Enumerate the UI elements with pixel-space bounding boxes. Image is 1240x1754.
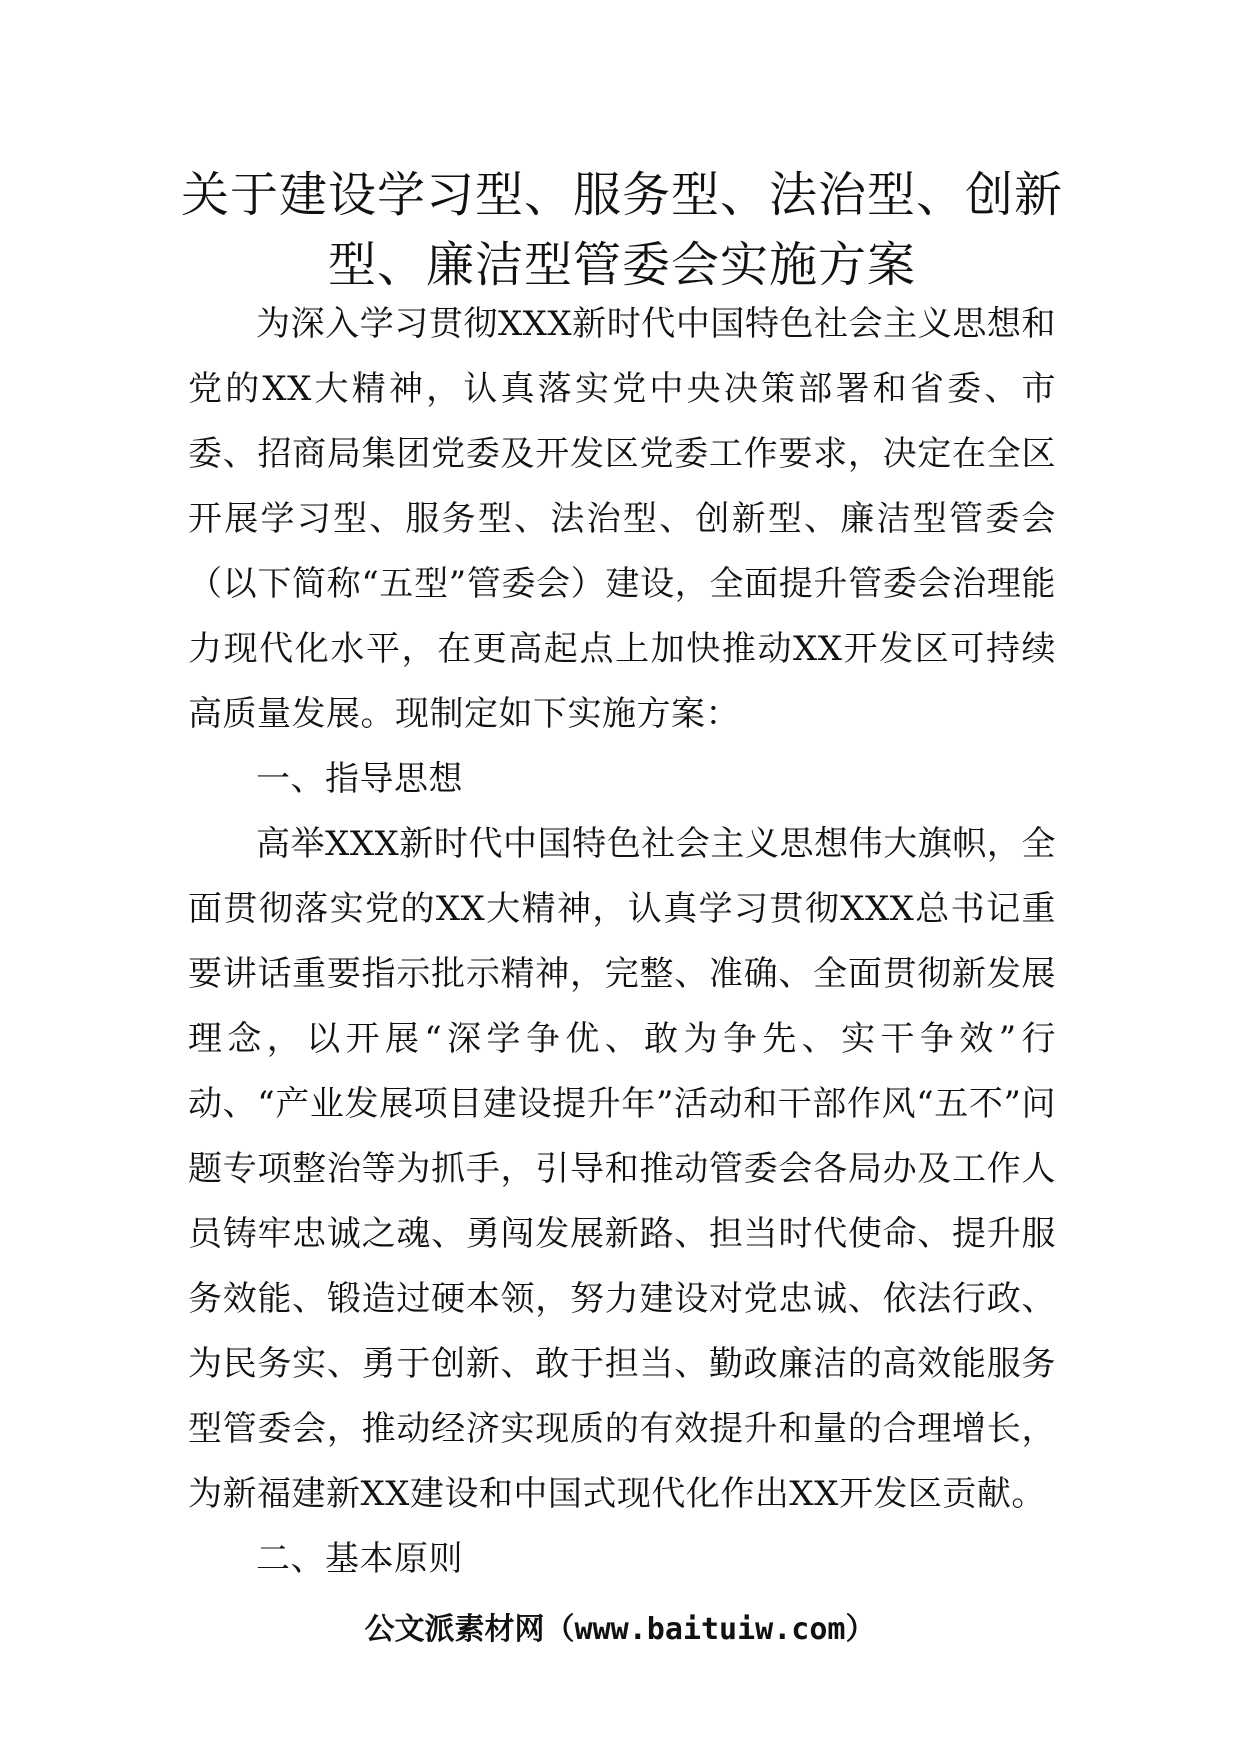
guiding-ideology-paragraph: 高举XXX新时代中国特色社会主义思想伟大旗帜，全面贯彻落实党的XX大精神，认真学习贯彻XXX总书记重要讲话重要指示批示精神，完整、准确、全面贯彻新发展理念，以开展“深学争优、敢为争先、实干争效”行动、“产业发展项目建设提升年”活动和干部作风“五不”问题专项整治等为抓手，引导和推动管委会各局办及工作人员铸牢忠诚之魂、勇闯发展新路、担当时代使命、提升服务效能、锻造过硬本领，努力建设对党忠诚、依法行政、为民务实、勇于创新、敢于担当、勤政廉洁的高效能服务型管委会，推动经济实现质的有效提升和量的合理增长，为新福建新XX建设和中国式现代化作出XX开发区贡献。 xyxy=(188,824,1056,1514)
document-page xyxy=(180,0,1063,1754)
footer-watermark: 公文派素材网（www.baituiw.com） xyxy=(364,1612,876,1647)
title-line-2: 型、廉洁型管委会实施方案 xyxy=(327,237,916,293)
section-heading-guiding-ideology: 一、指导思想 xyxy=(256,759,463,799)
intro-paragraph: 为深入学习贯彻XXX新时代中国特色社会主义思想和党的XX大精神，认真落实党中央决策部署和省委、市委、招商局集团党委及开发区党委工作要求，决定在全区开展学习型、服务型、法治型、创新型、廉洁型管委会（以下简称“五型”管委会）建设，全面提升管委会治理能力现代化水平，在更高起点上加快推动XX开发区可持续高质量发展。现制定如下实施方案： xyxy=(188,304,1056,734)
document-body xyxy=(188,292,1056,1592)
title-line-1: 关于建设学习型、服务型、法治型、创新 xyxy=(180,167,1063,223)
section-heading-basic-principles: 二、基本原则 xyxy=(256,1539,463,1579)
document-title xyxy=(178,160,1066,300)
